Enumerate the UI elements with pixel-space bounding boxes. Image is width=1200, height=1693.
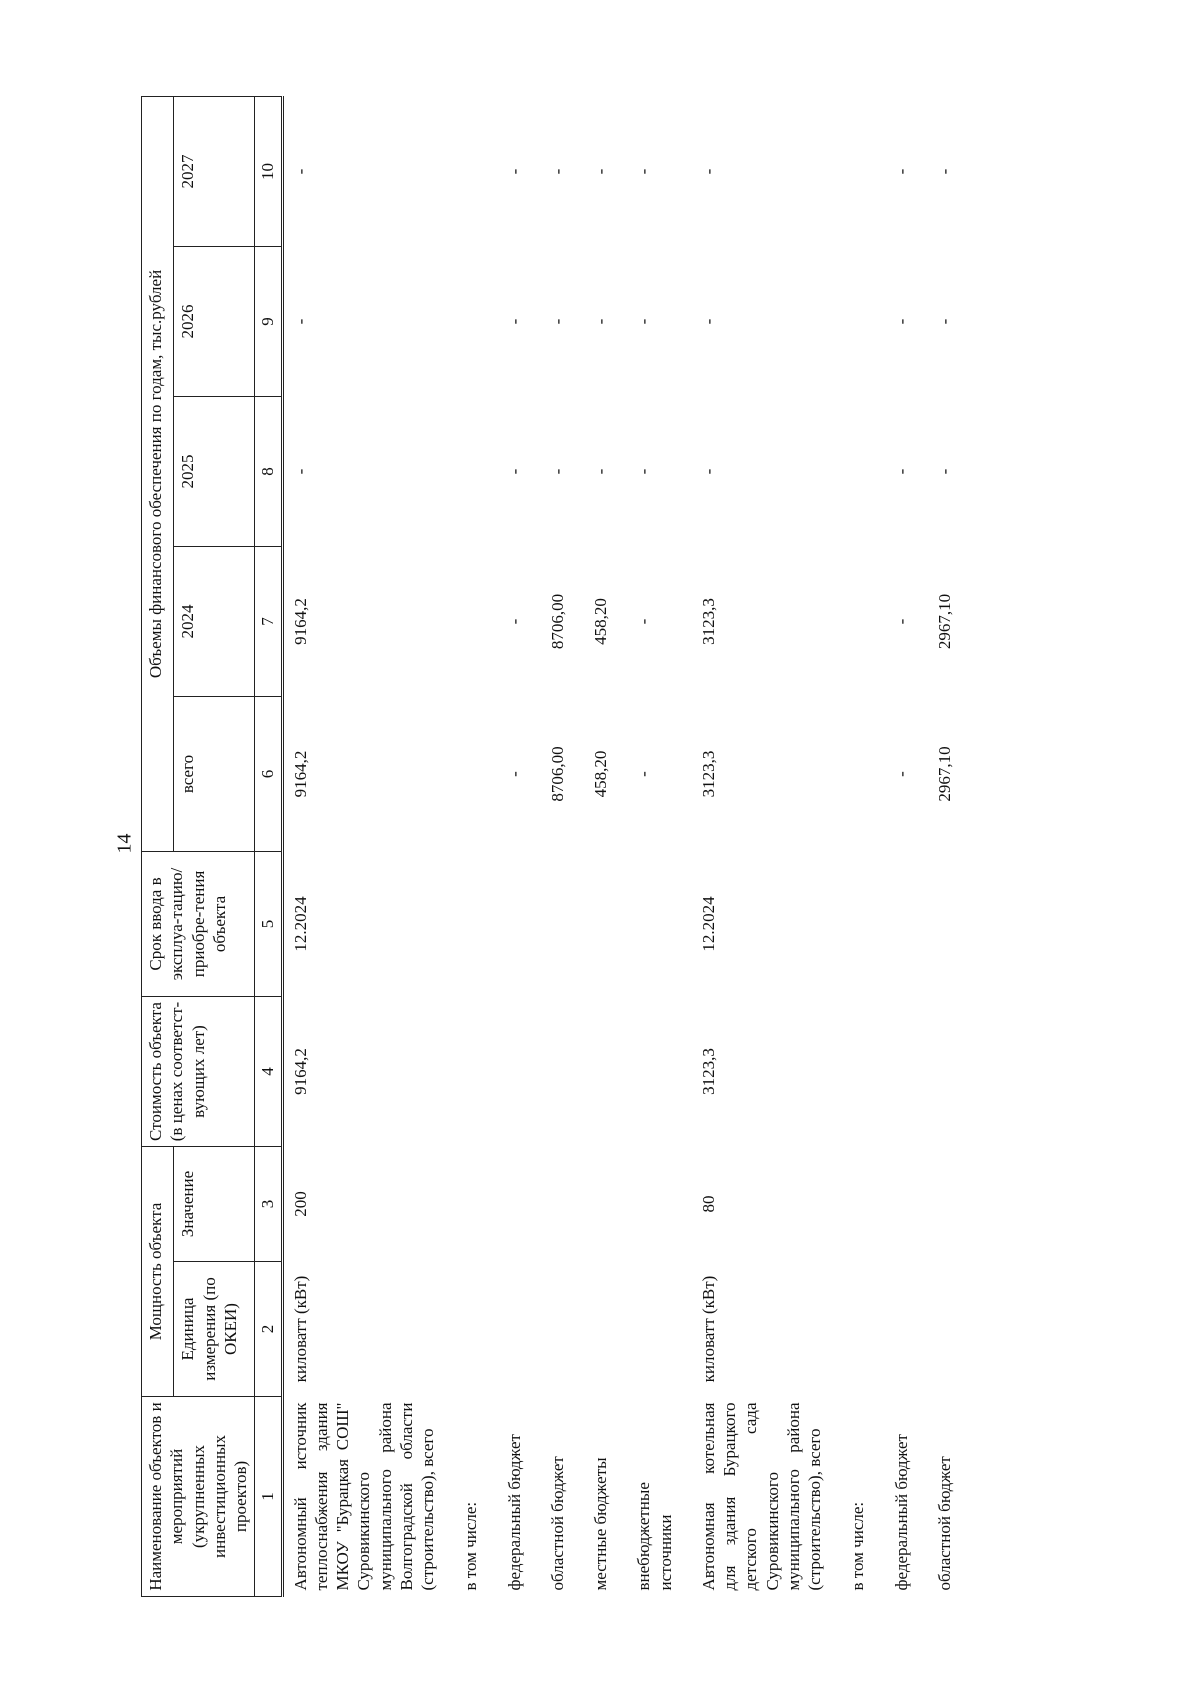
cell-value — [531, 1147, 574, 1262]
cell-value: 200 — [290, 1191, 310, 1217]
cell-value: 80 — [698, 1195, 718, 1213]
cell-unit — [444, 1262, 487, 1397]
cell-2025: - — [891, 468, 911, 475]
cell-2025: - — [547, 468, 567, 475]
cell-value — [574, 1147, 617, 1262]
cell-unit — [488, 1262, 531, 1397]
cell-total: 9164,2 — [290, 750, 310, 798]
cell-name: Автономный источник теплоснабжения здания МКОУ "Бурацкая СОШ" Суровикинского муниципального района Волгоградской области (строительство), всего — [290, 1402, 437, 1591]
cell-name: в том числе: — [461, 1501, 481, 1591]
cell-2024: - — [634, 618, 654, 625]
cell-name: местные бюджеты — [591, 1457, 610, 1591]
cell-2026: - — [934, 318, 954, 325]
page-number: 14 — [113, 833, 136, 854]
column-number: 4 — [255, 997, 282, 1147]
header-power: Мощность объекта — [142, 1147, 174, 1397]
cell-name: Автономная котельная для здания Бурацкого детского сада Суровикинского муниципального района (строительство), всего — [698, 1402, 824, 1591]
cell-2025: - — [698, 468, 718, 475]
cell-cost: 9164,2 — [290, 1048, 310, 1095]
cell-unit — [918, 1262, 961, 1397]
column-number: 7 — [255, 547, 282, 697]
table-row — [875, 96, 918, 1596]
cell-cost — [444, 997, 487, 1147]
table-header — [142, 96, 283, 1596]
column-number: 9 — [255, 247, 282, 397]
cell-unit — [875, 1262, 918, 1397]
cell-2026: - — [698, 318, 718, 325]
cell-2027: - — [504, 168, 524, 175]
cell-2024: 3123,3 — [698, 598, 718, 645]
rotated-table-wrapper — [141, 97, 1200, 1597]
cell-2024: 9164,2 — [290, 598, 310, 645]
table-row — [488, 96, 531, 1596]
header-finance: Объемы финансового обеспечения по годам, тыс.рублей — [142, 96, 174, 851]
cell-total: 2967,10 — [934, 746, 954, 802]
cell-term: 12.2024 — [290, 896, 310, 952]
cell-name: федеральный бюджет — [891, 1434, 911, 1591]
table-row — [574, 96, 617, 1596]
header-total: всего — [174, 697, 255, 852]
cell-2024 — [444, 547, 487, 697]
cell-term — [831, 852, 874, 997]
cell-unit — [574, 1262, 617, 1397]
cell-term — [574, 852, 617, 997]
cell-term — [918, 852, 961, 997]
cell-total: - — [634, 771, 654, 777]
column-number: 2 — [255, 1262, 282, 1397]
cell-value — [488, 1147, 531, 1262]
cell-total: 458,20 — [591, 750, 610, 798]
cell-cost — [875, 997, 918, 1147]
cell-name: федеральный бюджет — [504, 1434, 524, 1591]
cell-2024: 8706,00 — [547, 593, 567, 650]
cell-name: областной бюджет — [934, 1456, 954, 1591]
header-2027: 2027 — [174, 96, 255, 246]
cell-2025: - — [634, 468, 654, 475]
column-number: 5 — [255, 852, 282, 997]
cell-2024: - — [504, 618, 524, 625]
column-number: 1 — [255, 1397, 282, 1597]
cell-total: 8706,00 — [547, 746, 567, 802]
cell-cost — [831, 997, 874, 1147]
cell-2025: - — [934, 468, 954, 475]
cell-cost — [617, 997, 682, 1147]
cell-2027 — [444, 96, 487, 246]
cell-name: внебюджетные источники — [634, 1482, 675, 1591]
cell-total: 3123,3 — [698, 750, 718, 798]
table-row — [918, 96, 961, 1596]
cell-2027: - — [547, 168, 567, 175]
header-value: Значение — [174, 1147, 255, 1262]
cell-term — [875, 852, 918, 997]
cell-cost: 3123,3 — [698, 1048, 718, 1095]
cell-2027: - — [934, 168, 954, 175]
cell-unit: киловатт (кВт) — [290, 1275, 310, 1383]
column-number: 3 — [255, 1147, 282, 1262]
cell-total: - — [504, 771, 524, 777]
cell-2026: - — [591, 318, 610, 325]
cell-unit — [617, 1262, 682, 1397]
cell-2024 — [831, 547, 874, 697]
header-2024: 2024 — [174, 547, 255, 697]
cell-term — [531, 852, 574, 997]
cell-2027: - — [698, 168, 718, 175]
cell-2026 — [831, 247, 874, 397]
cell-term — [617, 852, 682, 997]
cell-cost — [918, 997, 961, 1147]
cell-term — [488, 852, 531, 997]
cell-2025 — [831, 397, 874, 547]
cell-2027: - — [290, 168, 310, 175]
cell-unit — [531, 1262, 574, 1397]
cell-total — [444, 697, 487, 852]
header-2026: 2026 — [174, 247, 255, 397]
cell-2027: - — [634, 168, 654, 175]
cell-name: областной бюджет — [547, 1456, 567, 1591]
cell-2026: - — [504, 318, 524, 325]
header-cost: Стоимость объекта (в ценах соответст-вующих лет) — [142, 997, 255, 1147]
table-row — [531, 96, 574, 1596]
cell-cost — [488, 997, 531, 1147]
cell-total — [831, 697, 874, 852]
cell-value — [444, 1147, 487, 1262]
cell-2027: - — [891, 168, 911, 175]
cell-cost — [531, 997, 574, 1147]
investment-table — [141, 96, 961, 1597]
cell-value — [875, 1147, 918, 1262]
cell-name: в том числе: — [848, 1501, 868, 1591]
cell-2024: 458,20 — [591, 598, 610, 645]
header-object-name: Наименование объектов и мероприятий (укрупненных инвестиционных проектов) — [142, 1397, 255, 1597]
table-row — [831, 96, 874, 1596]
header-unit: Единица измерения (по ОКЕИ) — [174, 1262, 255, 1397]
cell-term — [444, 852, 487, 997]
cell-2025 — [444, 397, 487, 547]
cell-2024: - — [891, 618, 911, 625]
header-2025: 2025 — [174, 397, 255, 547]
cell-2025: - — [591, 468, 610, 475]
cell-2026 — [444, 247, 487, 397]
cell-2024: 2967,10 — [934, 593, 954, 650]
cell-2027: - — [591, 168, 610, 175]
cell-value — [918, 1147, 961, 1262]
cell-unit — [831, 1262, 874, 1397]
table-body — [282, 96, 961, 1596]
table-row — [617, 96, 682, 1596]
cell-2025: - — [504, 468, 524, 475]
table-row — [682, 96, 832, 1596]
cell-unit: киловатт (кВт) — [698, 1275, 718, 1383]
cell-2027 — [831, 96, 874, 246]
cell-2026: - — [634, 318, 654, 325]
column-number: 8 — [255, 397, 282, 547]
column-number: 6 — [255, 697, 282, 852]
table-row — [282, 96, 444, 1596]
cell-2025: - — [290, 468, 310, 475]
cell-value — [617, 1147, 682, 1262]
cell-value — [831, 1147, 874, 1262]
cell-2026: - — [290, 318, 310, 325]
cell-2026: - — [891, 318, 911, 325]
cell-term: 12.2024 — [698, 896, 718, 952]
header-term: Срок ввода в эксплуа-тацию/ приобре-тения объекта — [142, 852, 255, 997]
cell-total: - — [891, 771, 911, 777]
cell-2026: - — [547, 318, 567, 325]
table-row — [444, 96, 487, 1596]
cell-cost — [574, 997, 617, 1147]
column-number: 10 — [255, 96, 282, 246]
